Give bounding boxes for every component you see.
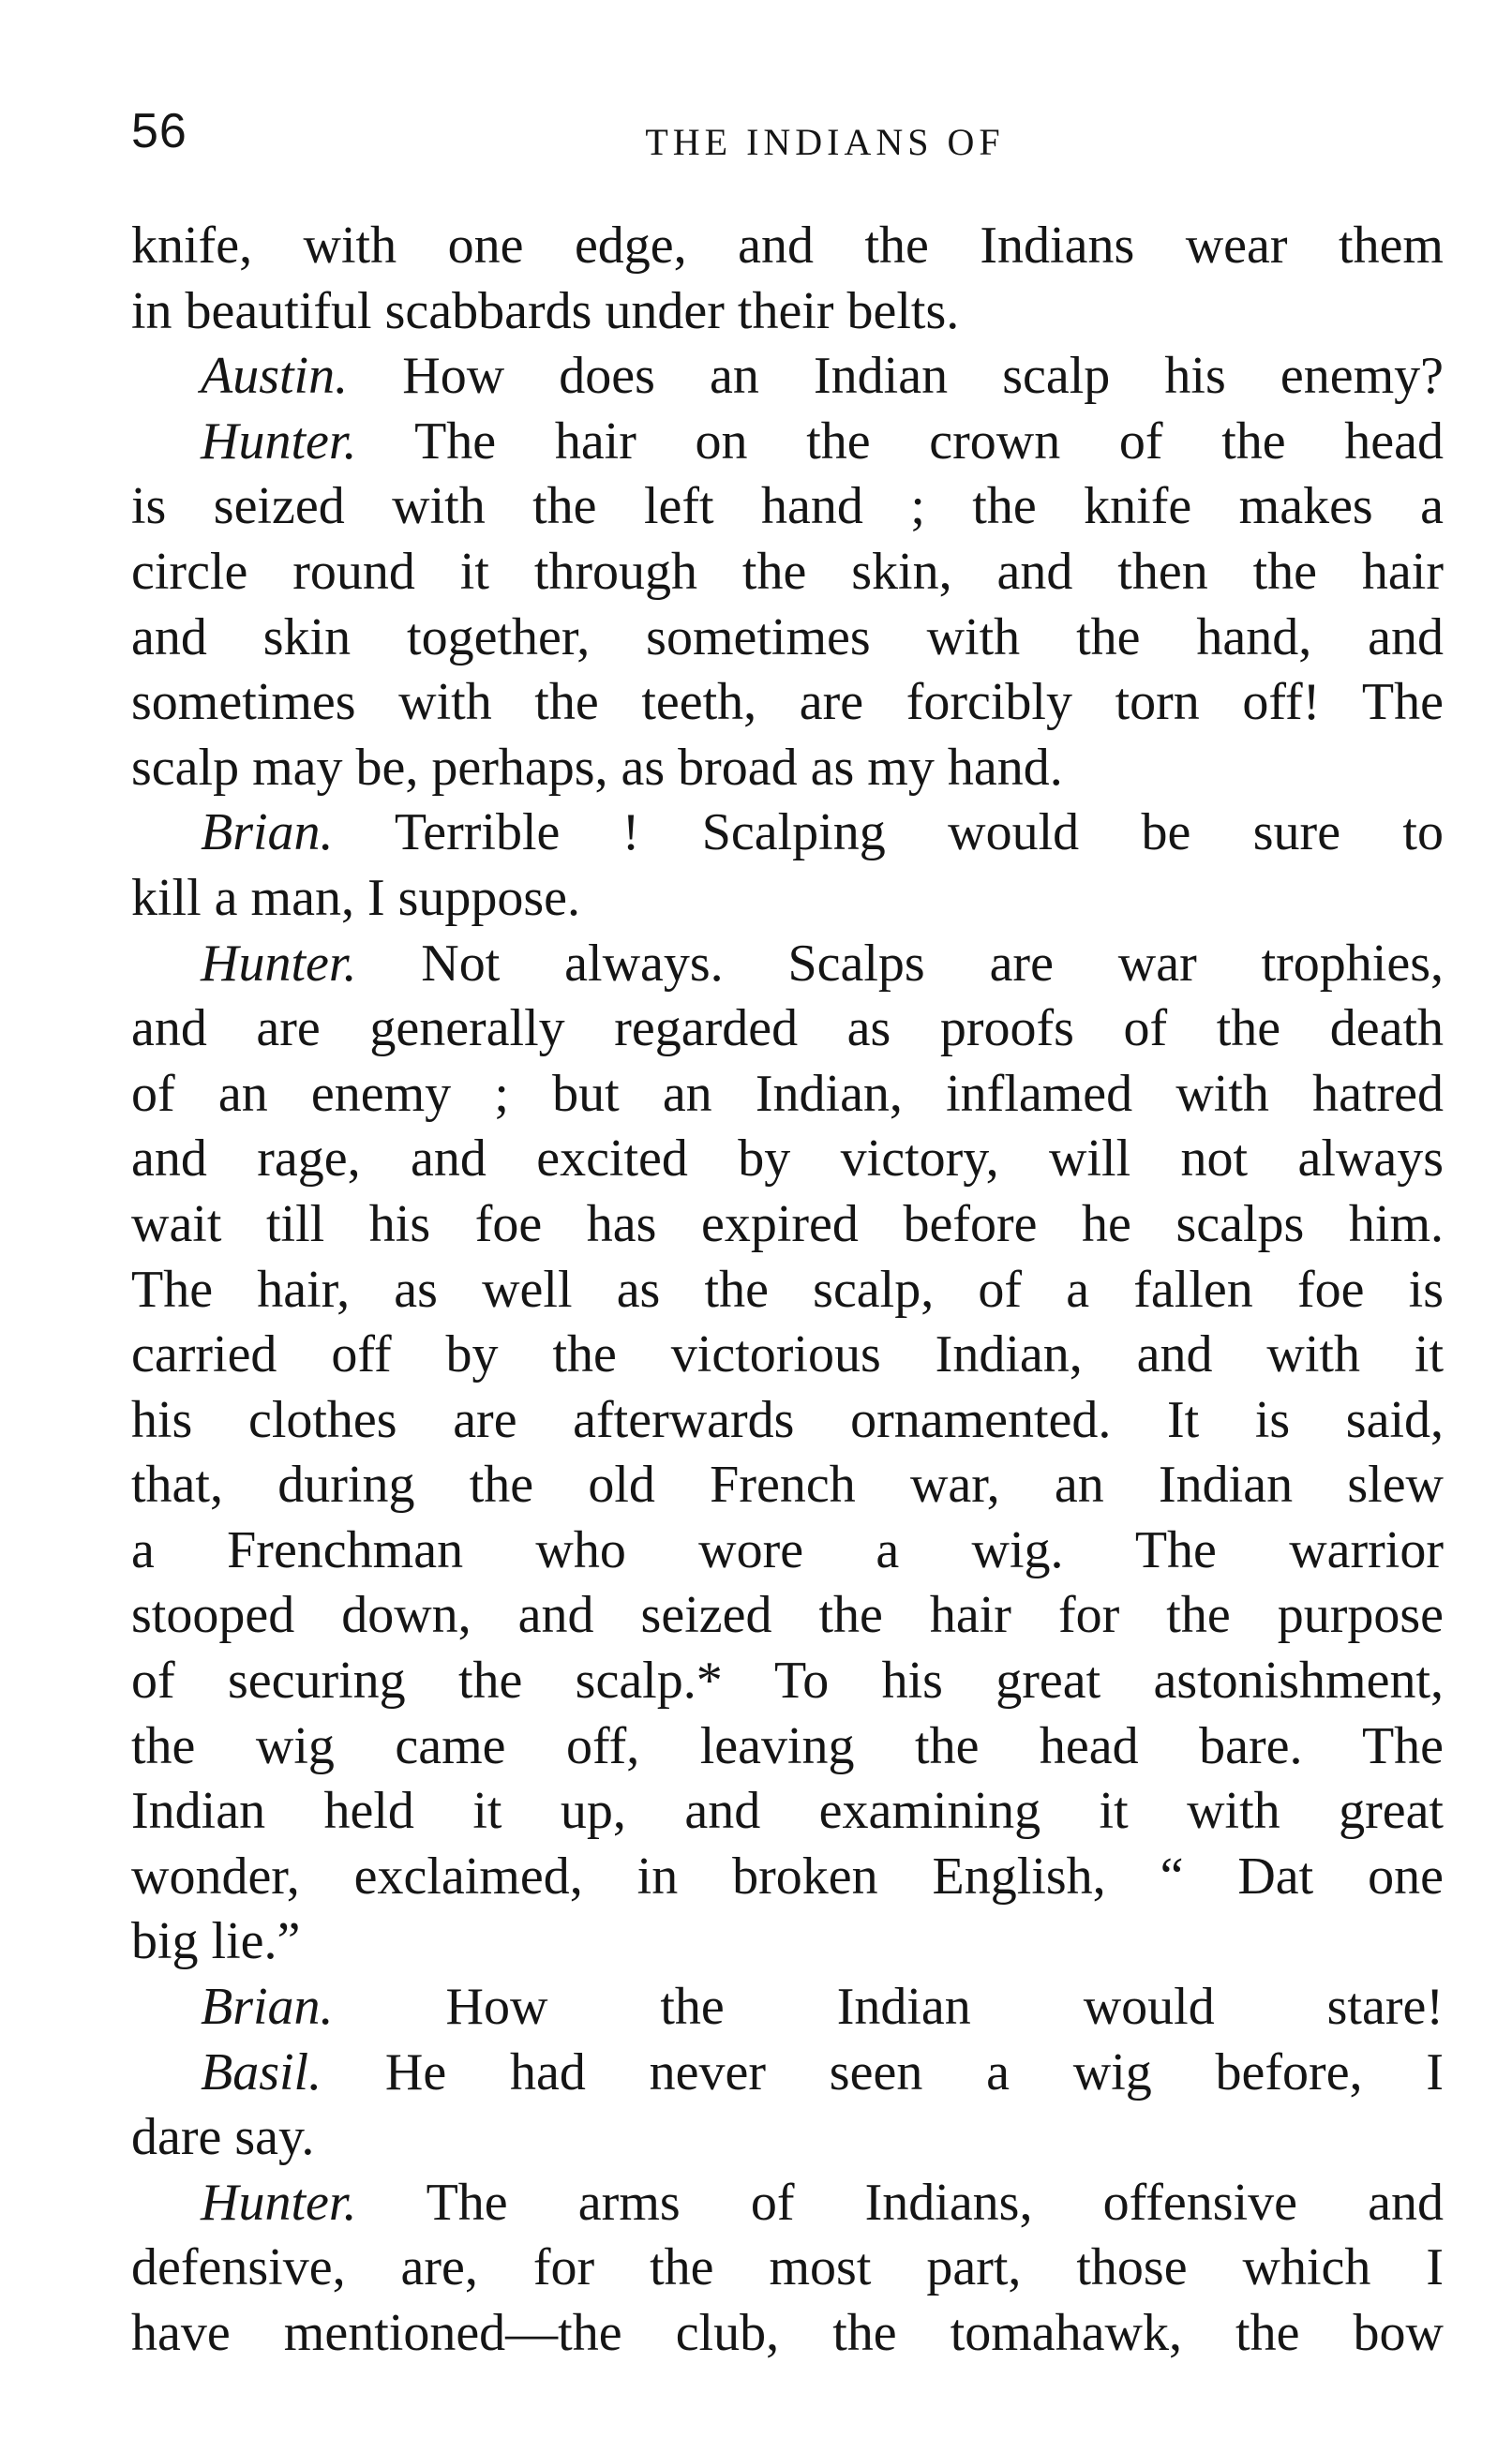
text-line	[131, 1649, 1444, 1714]
text-line	[131, 2171, 1444, 2236]
text-line	[131, 800, 1444, 866]
text-line	[131, 1192, 1444, 1258]
line-text: and rage, and excited by victory, will not always	[131, 1129, 1444, 1189]
text-line	[131, 2105, 1444, 2171]
text-line	[131, 2236, 1444, 2301]
speaker-name: Hunter.	[201, 2173, 357, 2232]
text-line	[131, 410, 1444, 475]
line-text: carried off by the victorious Indian, and with it	[131, 1325, 1444, 1384]
speaker-name: Austin.	[201, 347, 349, 406]
text-line	[131, 1714, 1444, 1780]
text-line	[131, 866, 1444, 932]
book-page	[131, 103, 1444, 2362]
line-text: stooped down, and seized the hair for the purpose	[131, 1586, 1444, 1645]
line-text: defensive, are, for the most part, those which I	[131, 2238, 1444, 2297]
line-text: How the Indian would stare!	[333, 1978, 1444, 2037]
line-text: The arms of Indians, offensive and	[356, 2173, 1444, 2232]
line-text: is seized with the left hand ; the knife makes a	[131, 477, 1444, 536]
text-line	[131, 279, 1444, 345]
line-text: wait till his foe has expired before he scalps him.	[131, 1194, 1444, 1253]
text-line	[131, 1258, 1444, 1324]
line-text: knife, with one edge, and the Indians wear them	[131, 217, 1444, 275]
text-line	[131, 736, 1444, 801]
speaker-name: Hunter.	[201, 411, 357, 471]
text-line	[131, 1909, 1444, 1975]
text-line	[131, 1453, 1444, 1518]
line-text: have mentioned—the club, the tomahawk, the bow	[131, 2304, 1444, 2362]
line-text: Not always. Scalps are war trophies,	[356, 934, 1444, 993]
text-line	[131, 606, 1444, 671]
line-text: of an enemy ; but an Indian, inflamed with hatred	[131, 1064, 1444, 1123]
line-text: and skin together, sometimes with the hand, and	[131, 607, 1444, 666]
line-text: his clothes are afterwards ornamented. It is said,	[131, 1390, 1444, 1449]
line-text: of securing the scalp.* To his great astonishment,	[131, 1652, 1444, 1711]
text-line	[131, 1779, 1444, 1845]
line-text: He had never seen a wig before, I	[322, 2042, 1444, 2101]
text-line	[131, 932, 1444, 997]
text-line	[131, 1975, 1444, 2041]
line-text: circle round it through the skin, and then the hair	[131, 542, 1444, 601]
text-line	[131, 2301, 1444, 2367]
line-text: a Frenchman who wore a wig. The warrior	[131, 1520, 1444, 1579]
text-line	[131, 2041, 1444, 2106]
body-text	[131, 214, 1444, 2367]
text-line	[131, 344, 1444, 410]
line-text: How does an Indian scalp his enemy?	[348, 347, 1444, 406]
text-line	[131, 1388, 1444, 1454]
line-text: in beautiful scabbards under their belts.	[131, 281, 960, 340]
line-text: Indian held it up, and examining it with great	[131, 1782, 1444, 1841]
text-line	[131, 670, 1444, 736]
line-text: the wig came off, leaving the head bare. The	[131, 1716, 1444, 1775]
text-line	[131, 1518, 1444, 1584]
line-text: Terrible ! Scalping would be sure to	[333, 803, 1444, 862]
text-line	[131, 1583, 1444, 1649]
text-line	[131, 1062, 1444, 1128]
line-text: and are generally regarded as proofs of the death	[131, 999, 1444, 1058]
text-line	[131, 474, 1444, 540]
running-head: THE INDIANS OF	[645, 121, 1005, 163]
line-text: that, during the old French war, an Indian slew	[131, 1456, 1444, 1515]
line-text: The hair on the crown of the head	[356, 411, 1444, 471]
line-text: scalp may be, perhaps, as broad as my hand.	[131, 738, 1063, 797]
line-text: kill a man, I suppose.	[131, 868, 581, 927]
text-line	[131, 996, 1444, 1062]
text-line	[131, 214, 1444, 279]
line-text: The hair, as well as the scalp, of a fallen foe is	[131, 1260, 1444, 1319]
text-line	[131, 1323, 1444, 1388]
line-text: dare say.	[131, 2108, 315, 2167]
speaker-name: Brian.	[201, 1978, 334, 2037]
line-text: big lie.”	[131, 1912, 301, 1971]
page-header	[131, 103, 1444, 178]
speaker-name: Hunter.	[201, 934, 357, 993]
page-number: 56	[131, 104, 187, 158]
text-line	[131, 1127, 1444, 1192]
speaker-name: Brian.	[201, 803, 334, 862]
text-line	[131, 1845, 1444, 1910]
text-line	[131, 540, 1444, 606]
line-text: wonder, exclaimed, in broken English, “ Dat one	[131, 1847, 1444, 1906]
speaker-name: Basil.	[201, 2042, 322, 2101]
line-text: sometimes with the teeth, are forcibly torn off! The	[131, 673, 1444, 732]
